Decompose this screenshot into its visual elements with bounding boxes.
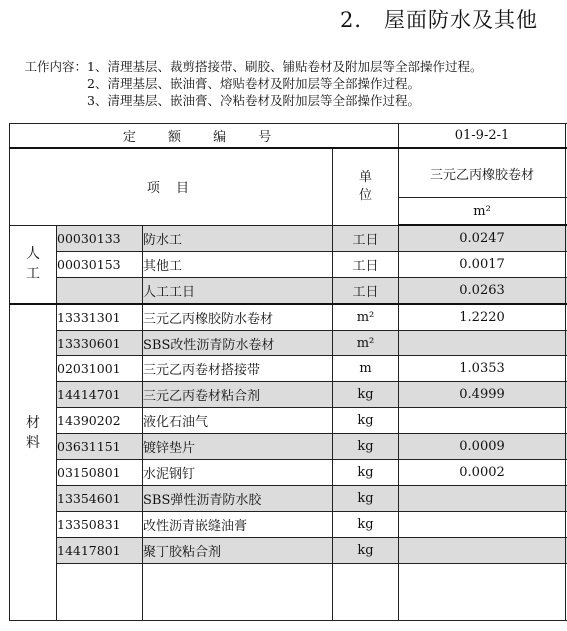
row-value: 0.0017 bbox=[399, 251, 566, 277]
material-group-label: 材 料 bbox=[10, 304, 57, 620]
quota-table bbox=[9, 123, 567, 621]
row-unit: kg bbox=[333, 485, 399, 511]
row-code: 13330601 bbox=[57, 330, 143, 356]
row-value: 1.0353 bbox=[399, 356, 566, 382]
row-value bbox=[399, 537, 566, 563]
table-row bbox=[10, 330, 567, 356]
row-unit: m bbox=[333, 356, 399, 382]
table-row bbox=[10, 408, 567, 434]
row-code: 00030153 bbox=[57, 251, 143, 277]
row-code: 03150801 bbox=[57, 460, 143, 486]
row-name: SBS改性沥青防水卷材 bbox=[143, 330, 333, 356]
row-value: 0.4999 bbox=[399, 382, 566, 408]
row-value: 0.0002 bbox=[399, 460, 566, 486]
row-name: 改性沥青嵌缝油膏 bbox=[143, 511, 333, 537]
section-title: 2． 屋面防水及其他 bbox=[340, 8, 539, 32]
work-content bbox=[0, 58, 482, 109]
row-unit: 工日 bbox=[333, 251, 399, 277]
table-row bbox=[10, 460, 567, 486]
work-content-label: 工作内容： bbox=[24, 59, 87, 74]
row-unit: kg bbox=[333, 382, 399, 408]
row-value bbox=[399, 408, 566, 434]
table-row bbox=[10, 485, 567, 511]
row-unit: m² bbox=[333, 330, 399, 356]
table-row bbox=[10, 251, 567, 277]
material-name-header: 三元乙丙橡胶卷材 bbox=[399, 148, 566, 198]
header-row bbox=[10, 148, 567, 198]
row-code: 14390202 bbox=[57, 408, 143, 434]
row-unit: kg bbox=[333, 537, 399, 563]
row-unit: kg bbox=[333, 511, 399, 537]
table-row-empty bbox=[10, 563, 567, 620]
row-code: 13354601 bbox=[57, 485, 143, 511]
quota-number-label: 定 额 编 号 bbox=[10, 124, 399, 149]
table-row bbox=[10, 434, 567, 460]
row-value: 0.0263 bbox=[399, 277, 566, 303]
row-value: 0.0247 bbox=[399, 225, 566, 251]
row-name: 人工工日 bbox=[143, 277, 333, 303]
row-code: 13331301 bbox=[57, 304, 143, 330]
table-row bbox=[10, 537, 567, 563]
row-unit: kg bbox=[333, 460, 399, 486]
row-code: 13350831 bbox=[57, 511, 143, 537]
row-code: 03631151 bbox=[57, 434, 143, 460]
work-content-text: 2、清理基层、嵌油膏、熔贴卷材及附加层等全部操作过程。 bbox=[87, 76, 420, 91]
table-row bbox=[10, 382, 567, 408]
row-name: 三元乙丙卷材搭接带 bbox=[143, 356, 333, 382]
row-code: 00030133 bbox=[57, 225, 143, 251]
work-content-text: 1、清理基层、裁剪搭接带、刷胶、铺贴卷材及附加层等全部操作过程。 bbox=[87, 59, 483, 74]
row-name: 镀锌垫片 bbox=[143, 434, 333, 460]
unit-header: 单 位 bbox=[333, 148, 399, 225]
material-unit-header: m² bbox=[399, 198, 566, 226]
row-name: 水泥钢钉 bbox=[143, 460, 333, 486]
table-row bbox=[10, 277, 567, 303]
table-row bbox=[10, 511, 567, 537]
row-code bbox=[57, 277, 143, 303]
row-code: 14417801 bbox=[57, 537, 143, 563]
work-content-item bbox=[0, 58, 482, 75]
row-value: 1.2220 bbox=[399, 304, 566, 330]
work-content-text: 3、清理基层、嵌油膏、冷粘卷材及附加层等全部操作过程。 bbox=[87, 93, 420, 108]
quota-number: 01-9-2-1 bbox=[399, 124, 566, 149]
table-row bbox=[10, 304, 567, 330]
row-name: 三元乙丙卷材粘合剂 bbox=[143, 382, 333, 408]
quota-number-row bbox=[10, 124, 567, 149]
row-name: 三元乙丙橡胶防水卷材 bbox=[143, 304, 333, 330]
row-unit: 工日 bbox=[333, 225, 399, 251]
row-unit: kg bbox=[333, 408, 399, 434]
table-row bbox=[10, 356, 567, 382]
row-value bbox=[399, 485, 566, 511]
row-unit: kg bbox=[333, 434, 399, 460]
row-name: 防水工 bbox=[143, 225, 333, 251]
row-value bbox=[399, 330, 566, 356]
row-code: 14414701 bbox=[57, 382, 143, 408]
table-row bbox=[10, 225, 567, 251]
row-value: 0.0009 bbox=[399, 434, 566, 460]
item-header: 项 目 bbox=[10, 148, 333, 225]
work-content-item bbox=[0, 75, 482, 92]
row-value bbox=[399, 511, 566, 537]
row-name: 聚丁胶粘合剂 bbox=[143, 537, 333, 563]
row-code: 02031001 bbox=[57, 356, 143, 382]
row-name: 液化石油气 bbox=[143, 408, 333, 434]
row-unit: 工日 bbox=[333, 277, 399, 303]
labor-group-label: 人 工 bbox=[10, 225, 57, 304]
row-name: SBS弹性沥青防水胶 bbox=[143, 485, 333, 511]
row-unit: m² bbox=[333, 304, 399, 330]
work-content-item bbox=[0, 92, 482, 109]
row-name: 其他工 bbox=[143, 251, 333, 277]
